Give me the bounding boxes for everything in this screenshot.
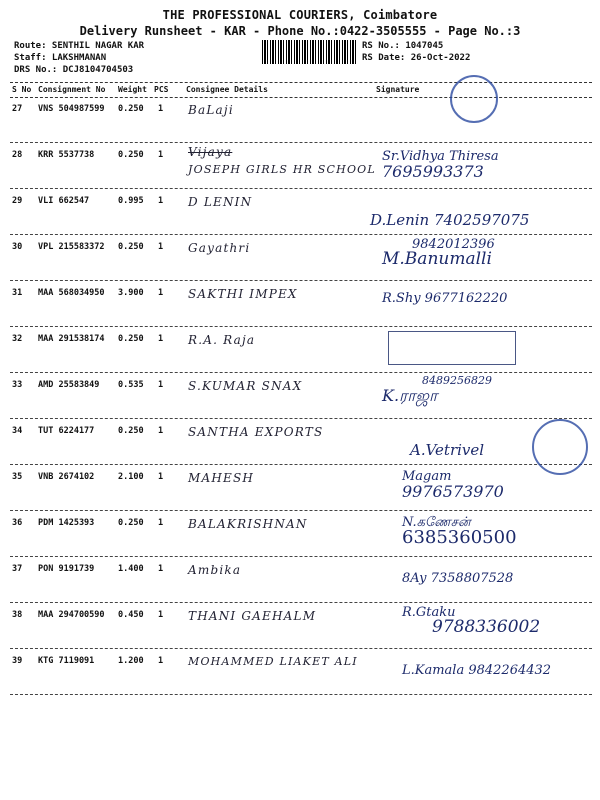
row-consignment: TUT 6224177 [38,426,95,436]
row-consignment: MAA 291538174 [38,334,105,344]
row-consignment: KRR 5537738 [38,150,95,160]
runsheet-subtitle: Delivery Runsheet - KAR - Phone No.:0422-3505555 - Page No.:3 [79,24,521,38]
rs-number: RS No.: 1047045 [362,41,444,51]
company-stamp [388,331,516,365]
row-sno: 32 [12,334,23,344]
row-pcs: 1 [158,426,164,436]
row-weight: 0.250 [118,104,144,114]
row-weight: 0.250 [118,334,144,344]
table-row [10,603,592,649]
row-signature: Sr.Vidhya Thiresa 7695993373 [382,149,499,181]
table-row [10,557,592,603]
col-consignment: Consignment No [38,85,106,94]
row-signature: 8Ay 7358807528 [402,571,514,586]
row-consignment: AMD 25583849 [38,380,100,390]
row-weight: 0.250 [118,150,144,160]
table-row [10,511,592,557]
route-label: Route: SENTHIL NAGAR KAR [14,41,145,51]
row-pcs: 1 [158,610,164,620]
row-sno: 38 [12,610,23,620]
row-weight: 0.995 [118,196,144,206]
row-consignee: S.KUMAR SNAX [188,379,303,393]
col-consignee: Consignee Details [186,85,268,94]
row-consignment: MAA 568034950 [38,288,105,298]
row-signature: Magam 9976573970 [402,469,504,501]
row-consignment: PDM 1425393 [38,518,95,528]
row-pcs: 1 [158,472,164,482]
row-consignee: THANI GAEHALM [188,609,317,623]
round-stamp [450,75,498,123]
row-consignee: JOSEPH GIRLS HR SCHOOL [188,163,376,176]
row-sno: 36 [12,518,23,528]
row-consignee: SAKTHI IMPEX [188,287,298,301]
row-consignment: VNB 2674102 [38,472,95,482]
row-pcs: 1 [158,564,164,574]
row-weight: 1.200 [118,656,144,666]
row-consignee: BaLaji [188,103,234,117]
row-sno: 39 [12,656,23,666]
row-signature: A.Vetrivel [410,441,485,459]
row-sno: 29 [12,196,23,206]
row-weight: 2.100 [118,472,144,482]
row-consignee: MAHESH [188,471,255,485]
row-consignment: VLI 662547 [38,196,90,206]
row-pcs: 1 [158,288,164,298]
row-consignment: MAA 294700590 [38,610,105,620]
row-pcs: 1 [158,104,164,114]
table-row [10,373,592,419]
table-row [10,419,592,465]
row-weight: 0.250 [118,426,144,436]
row-sno: 28 [12,150,23,160]
rs-date: RS Date: 26-Oct-2022 [362,53,471,63]
table-row [10,327,592,373]
row-consignment: PON 9191739 [38,564,95,574]
table-header [10,82,592,98]
row-weight: 1.400 [118,564,144,574]
table-row [10,189,592,235]
row-pcs: 1 [158,656,164,666]
row-weight: 0.535 [118,380,144,390]
row-pcs: 1 [158,196,164,206]
row-signature: R.Shy 9677162220 [382,291,508,306]
runsheet-meta-right [362,40,470,64]
col-sno: S No [12,85,32,94]
table-row [10,465,592,511]
row-consignee: Gayathri [188,241,251,255]
row-consignment: VPL 215583372 [38,242,105,252]
row-sno: 34 [12,426,23,436]
row-sno: 35 [12,472,23,482]
row-pcs: 1 [158,518,164,528]
row-signature: 8489256829 K.ராஜா [382,374,492,405]
row-consignee: Ambika [188,563,242,577]
col-weight: Weight [118,85,147,94]
row-sno: 37 [12,564,23,574]
row-weight: 0.250 [118,242,144,252]
row-sno: 31 [12,288,23,298]
row-signature: R.Gtaku 9788336002 [402,605,541,637]
row-pcs: 1 [158,150,164,160]
row-weight: 0.450 [118,610,144,620]
row-consignee: D LENIN [188,195,253,209]
row-consignee: SANTHA EXPORTS [188,425,324,439]
company-title: THE PROFESSIONAL COURIERS, Coimbatore [162,8,438,22]
row-sno: 27 [12,104,23,114]
row-signature: N.கணேசன் 6385360500 [402,515,517,548]
barcode-image [262,40,358,64]
row-pcs: 1 [158,334,164,344]
row-signature: D.Lenin 7402597075 [370,211,530,229]
col-pcs: PCS [154,85,169,94]
row-sno: 30 [12,242,23,252]
row-signature: 9842012396 M.Banumalli [382,237,495,269]
row-consignee-struck: Vijaya [188,145,233,159]
table-row [10,143,592,189]
runsheet-meta-left [14,40,144,76]
row-weight: 0.250 [118,518,144,528]
table-row [10,281,592,327]
row-sno: 33 [12,380,23,390]
row-consignee: BALAKRISHNAN [188,517,308,531]
table-row [10,649,592,695]
row-signature: L.Kamala 9842264432 [402,663,552,678]
row-consignment: KTG 7119091 [38,656,95,666]
row-consignment: VNS 504987599 [38,104,105,114]
col-signature: Signature [376,85,420,94]
row-weight: 3.900 [118,288,144,298]
row-consignee: MOHAMMED LIAKET ALI [188,655,358,668]
row-pcs: 1 [158,242,164,252]
row-consignee: R.A. Raja [188,333,256,347]
staff-label: Staff: LAKSHMANAN [14,53,107,63]
drs-label: DRS No.: DCJ8104704503 [14,65,134,75]
row-pcs: 1 [158,380,164,390]
table-row [10,235,592,281]
table-row [10,97,592,143]
